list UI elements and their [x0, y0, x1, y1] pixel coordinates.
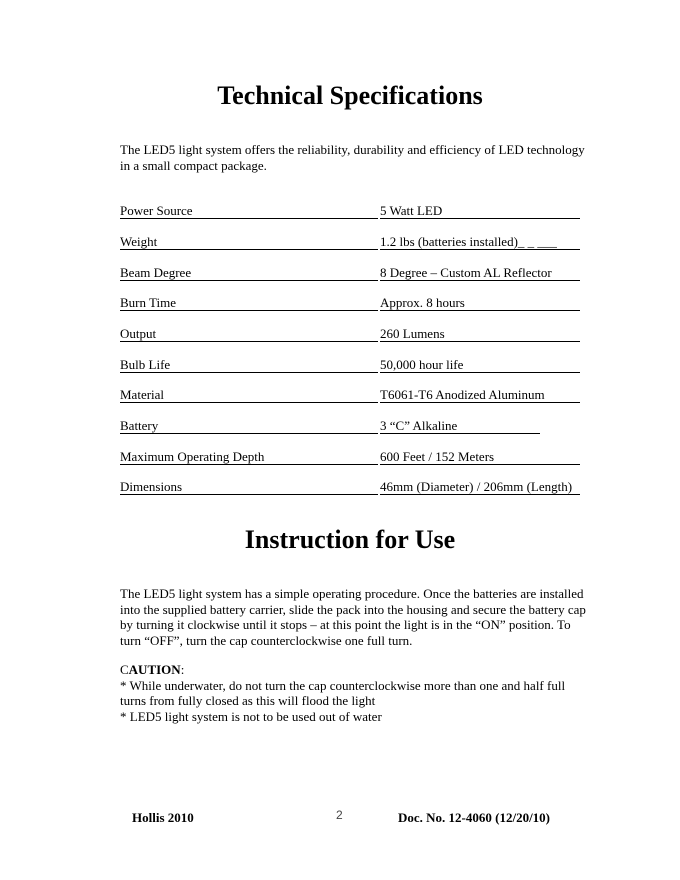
spec-row-beam-degree — [120, 265, 580, 280]
spec-label: Output — [120, 326, 378, 342]
spec-row-power-source — [120, 203, 580, 218]
technical-specifications-heading: Technical Specifications — [217, 81, 483, 110]
spec-value: 260 Lumens — [380, 326, 580, 342]
spec-value: 600 Feet / 152 Meters — [380, 449, 580, 465]
caution-block — [120, 662, 590, 724]
spec-value: 3 “C” Alkaline — [380, 418, 540, 434]
spec-label: Material — [120, 387, 378, 403]
caution-item: * LED5 light system is not to be used out of water — [120, 708, 382, 724]
caution-colon: : — [180, 662, 185, 677]
spec-value: 1.2 lbs (batteries installed)_ _ ___ — [380, 234, 580, 250]
spec-value: 8 Degree – Custom AL Reflector — [380, 265, 580, 281]
page-number: 2 — [336, 808, 343, 822]
spec-label: Weight — [120, 234, 378, 250]
spec-label: Power Source — [120, 203, 378, 219]
spec-label: Burn Time — [120, 295, 378, 311]
spec-row-material — [120, 387, 580, 402]
spec-row-burn-time — [120, 295, 580, 310]
spec-value: 5 Watt LED — [380, 203, 580, 219]
spec-row-battery — [120, 418, 580, 433]
instruction-for-use-heading: Instruction for Use — [244, 525, 456, 554]
spec-label: Dimensions — [120, 479, 378, 495]
spec-value: Approx. 8 hours — [380, 295, 580, 311]
spec-row-dimensions — [120, 479, 580, 494]
spec-row-weight — [120, 234, 580, 249]
spec-label: Battery — [120, 418, 378, 434]
footer-company: Hollis 2010 — [132, 810, 194, 825]
intro-paragraph: The LED5 light system offers the reliability, durability and efficiency of LED technology in a small compact package. — [120, 142, 585, 173]
spec-label: Bulb Life — [120, 357, 378, 373]
spec-value: 50,000 hour life — [380, 357, 580, 373]
spec-row-max-depth — [120, 449, 580, 464]
caution-heading — [120, 662, 590, 678]
caution-initial: C — [120, 662, 129, 677]
caution-word: AUTION — [128, 662, 181, 677]
spec-value: T6061-T6 Anodized Aluminum — [380, 387, 580, 403]
spec-row-output — [120, 326, 580, 341]
footer-doc-number: Doc. No. 12-4060 (12/20/10) — [398, 810, 551, 825]
spec-label: Maximum Operating Depth — [120, 449, 378, 465]
instructions-paragraph: The LED5 light system has a simple operating procedure. Once the batteries are installed into the supplied battery carrier, slide the pack into the housing and secure the battery cap by turning it clockwise until it stops – at this point the light is in the “ON” position. To turn “OFF”, turn the cap counterclockwise one full turn. — [120, 586, 586, 648]
spec-label: Beam Degree — [120, 265, 378, 281]
spec-row-bulb-life — [120, 357, 580, 372]
spec-value: 46mm (Diameter) / 206mm (Length) — [380, 479, 580, 495]
caution-item: * While underwater, do not turn the cap counterclockwise more than one and half full turns from fully closed as this will flood the light — [120, 677, 566, 708]
